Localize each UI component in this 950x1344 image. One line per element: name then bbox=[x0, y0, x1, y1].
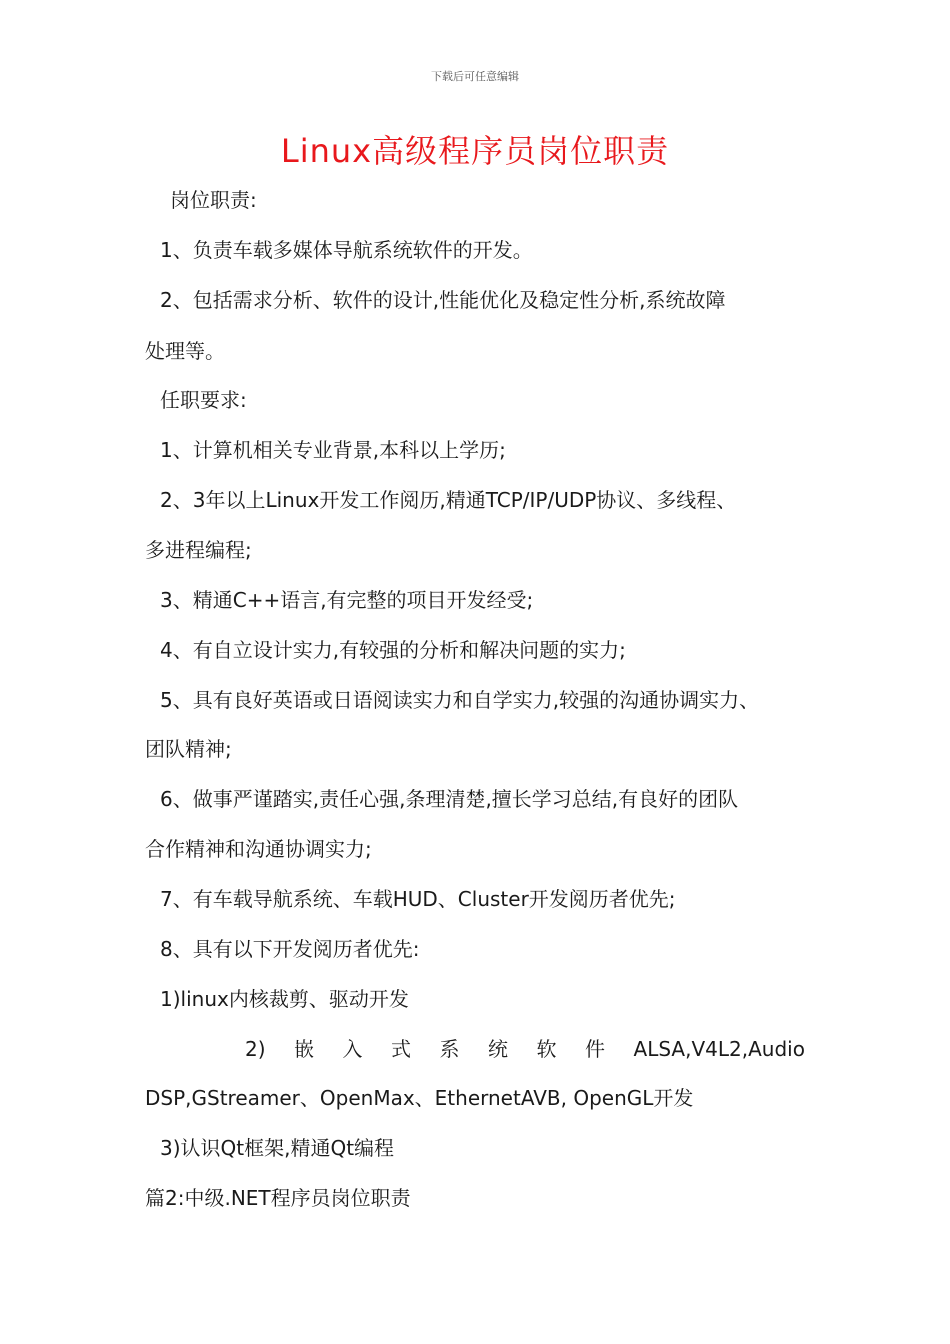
requirement-item-1: 1、计算机相关专业背景,本科以上学历; bbox=[160, 438, 506, 462]
preferred-item-2-word: 入 bbox=[342, 1037, 363, 1061]
requirement-item-2-line-2: 多进程编程; bbox=[145, 538, 252, 562]
preferred-item-2-word: 统 bbox=[488, 1037, 509, 1061]
duty-item-2-line-2: 处理等。 bbox=[145, 339, 225, 363]
preferred-item-3: 3)认识Qt框架,精通Qt编程 bbox=[160, 1136, 395, 1160]
preferred-item-2-word: 式 bbox=[391, 1037, 412, 1061]
preferred-item-2-word: 件 bbox=[585, 1037, 606, 1061]
preferred-item-2-line-1 bbox=[245, 1035, 805, 1063]
requirements-heading: 任职要求: bbox=[160, 388, 247, 412]
requirement-item-5-line-2: 团队精神; bbox=[145, 737, 232, 761]
requirement-item-6-line-2: 合作精神和沟通协调实力; bbox=[145, 837, 372, 861]
requirement-item-2-line-1: 2、3年以上Linux开发工作阅历,精通TCP/IP/UDP协议、多线程、 bbox=[160, 488, 737, 512]
preferred-item-2-word: 嵌 bbox=[294, 1037, 315, 1061]
requirement-item-5-line-1: 5、具有良好英语或日语阅读实力和自学实力,较强的沟通协调实力、 bbox=[160, 688, 760, 712]
requirement-item-4: 4、有自立设计实力,有较强的分析和解决问题的实力; bbox=[160, 638, 626, 662]
requirement-item-8: 8、具有以下开发阅历者优先: bbox=[160, 937, 420, 961]
duty-item-2-line-1: 2、包括需求分析、软件的设计,性能优化及稳定性分析,系统故障 bbox=[160, 288, 726, 312]
requirement-item-3: 3、精通C++语言,有完整的项目开发经受; bbox=[160, 588, 534, 612]
requirement-item-7: 7、有车载导航系统、车载HUD、Cluster开发阅历者优先; bbox=[160, 887, 676, 911]
duties-heading: 岗位职责: bbox=[170, 188, 257, 212]
page-header-note: 下载后可任意编辑 bbox=[431, 70, 519, 83]
preferred-item-1: 1)linux内核裁剪、驱动开发 bbox=[160, 987, 409, 1011]
next-section-heading: 篇2:中级.NET程序员岗位职责 bbox=[145, 1186, 411, 1210]
preferred-item-2-line-2: DSP,GStreamer、OpenMax、EthernetAVB, OpenGL开发 bbox=[145, 1086, 694, 1110]
preferred-item-2-word: 2) bbox=[245, 1037, 266, 1061]
duty-item-1: 1、负责车载多媒体导航系统软件的开发。 bbox=[160, 238, 533, 262]
preferred-item-2-word: ALSA,V4L2,Audio bbox=[633, 1037, 805, 1061]
preferred-item-2-word: 软 bbox=[536, 1037, 557, 1061]
document-title: Linux高级程序员岗位职责 bbox=[280, 132, 670, 170]
requirement-item-6-line-1: 6、做事严谨踏实,责任心强,条理清楚,擅长学习总结,有良好的团队 bbox=[160, 787, 739, 811]
preferred-item-2-word: 系 bbox=[439, 1037, 460, 1061]
